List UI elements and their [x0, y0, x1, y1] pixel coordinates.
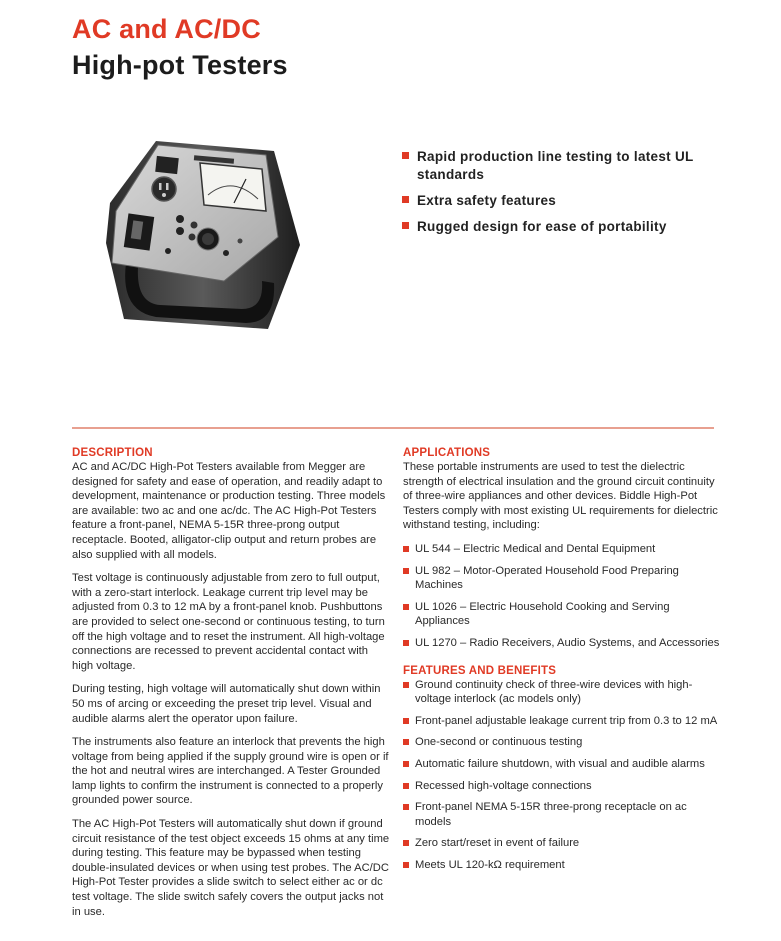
application-item: UL 1270 – Radio Receivers, Audio Systems, and Accessories	[403, 636, 723, 651]
feature-item: Zero start/reset in event of failure	[403, 836, 723, 851]
red-square-bullet-icon	[403, 761, 409, 767]
application-item: UL 982 – Motor-Operated Household Food Preparing Machines	[403, 564, 723, 593]
red-square-bullet-icon	[403, 862, 409, 868]
description-paragraph: AC and AC/DC High-Pot Testers available from Megger are designed for safety and ease of operation, and readily adapt to development, maintenance or production testing. Three models are available: two ac and one ac/dc. The AC High-Pot Testers feature a front-panel, NEMA 5-15R three-prong output receptacle. Booted, alligator-clip output and return probes are also supplied with all models.	[72, 461, 386, 561]
right-column	[403, 446, 723, 879]
feature-item: Meets UL 120-kΩ requirement	[403, 858, 723, 873]
description-paragraph: The instruments also feature an interlock that prevents the high voltage from being applied if the supply ground wire is open or if the hot and neutral wires are interchanged. A Tester Grounded lamp lights to confirm the instrument is connected to a properly grounded power source.	[72, 736, 389, 807]
section-divider	[72, 427, 714, 429]
description-paragraph: Test voltage is continuously adjustable from zero to full output, with a zero-start interlock. Leakage current trip level may be adjusted from 0.3 to 12 mA by a front-panel knob. Pushbuttons are provided to select one-second or continuous testing, to turn off the high voltage and to reset the instrument. All high-voltage connections are recessed to prevent accidental contact with high voltage.	[72, 572, 385, 672]
product-photo	[96, 133, 304, 343]
application-item: UL 544 – Electric Medical and Dental Equipment	[403, 542, 723, 557]
features-heading: FEATURES AND BENEFITS	[403, 664, 557, 677]
applications-heading: APPLICATIONS	[403, 447, 491, 459]
red-square-bullet-icon	[403, 840, 409, 846]
feature-item: Recessed high-voltage connections	[403, 779, 723, 794]
feature-item: Front-panel adjustable leakage current trip from 0.3 to 12 mA	[403, 714, 723, 729]
highlight-item: Rapid production line testing to latest UL standards	[402, 148, 742, 184]
red-square-bullet-icon	[403, 604, 409, 610]
feature-item: Front-panel NEMA 5-15R three-prong receptacle on ac models	[403, 800, 723, 829]
applications-list	[403, 542, 723, 651]
red-square-bullet-icon	[403, 568, 409, 574]
features-list	[403, 678, 723, 873]
application-item: UL 1026 – Electric Household Cooking and Serving Appliances	[403, 600, 723, 629]
red-square-bullet-icon	[403, 804, 409, 810]
description-heading: DESCRIPTION	[72, 447, 153, 459]
red-square-bullet-icon	[403, 546, 409, 552]
feature-item: One-second or continuous testing	[403, 735, 723, 750]
red-square-bullet-icon	[403, 739, 409, 745]
feature-item: Ground continuity check of three-wire devices with high-voltage interlock (ac models only)	[403, 678, 723, 707]
highlight-item: Extra safety features	[402, 192, 742, 210]
feature-item: Automatic failure shutdown, with visual and audible alarms	[403, 757, 723, 772]
red-square-bullet-icon	[403, 682, 409, 688]
description-section	[72, 446, 390, 928]
highlights-list	[402, 148, 742, 244]
red-square-bullet-icon	[402, 152, 409, 159]
highlight-item: Rugged design for ease of portability	[402, 218, 742, 236]
red-square-bullet-icon	[403, 783, 409, 789]
page-title-line1: AC and AC/DC	[72, 14, 261, 44]
red-square-bullet-icon	[402, 196, 409, 203]
red-square-bullet-icon	[403, 640, 409, 646]
applications-intro: These portable instruments are used to test the dielectric strength of electrical insulation and the ground circuit continuity of three-wire appliances and other devices. Biddle High-Pot Testers comply with most existing UL requirements for dielectric withstand testing, including:	[403, 461, 718, 532]
description-paragraph: During testing, high voltage will automatically shut down within 50 ms of arcing or exceeding the preset trip level. Visual and audible alarms alert the operator upon failure.	[72, 683, 381, 725]
page-title-line2: High-pot Testers	[72, 50, 288, 80]
red-square-bullet-icon	[402, 222, 409, 229]
description-paragraph: The AC High-Pot Testers will automatically shut down if ground circuit resistance of the test object exceeds 15 ohms at any time during testing. This feature may be bypassed when testing double-insulated devices or when using test probes. The AC/DC High-Pot Tester provides a slide switch to select either ac or dc test voltage. The slide switch safely covers the output jacks not in use.	[72, 818, 390, 918]
red-square-bullet-icon	[403, 718, 409, 724]
